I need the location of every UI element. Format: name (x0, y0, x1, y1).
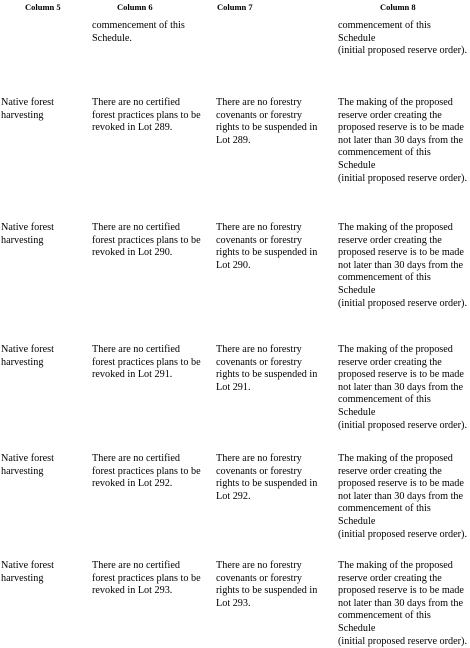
column-6-header: Column 6 (117, 2, 153, 12)
column-8-cell: The making of the proposed reserve order creating the proposed reserve is to be made not later than 30 days from the commencement of this Schedule (initial proposed reserve order). (338, 97, 467, 184)
column-8-cell: The making of the proposed reserve order creating the proposed reserve is to be made not later than 30 days from the commencement of this Schedule (initial proposed reserve order). (338, 560, 467, 647)
column-8-cell: The making of the proposed reserve order creating the proposed reserve is to be made not later than 30 days from the commencement of this Schedule (initial proposed reserve order). (338, 222, 467, 309)
column-8-header: Column 8 (380, 2, 416, 12)
column-6-cell: There are no certified forest practices plans to be revoked in Lot 292. (92, 453, 201, 490)
column-5-cell: Native forest harvesting (1, 222, 54, 246)
column-6-cell: There are no certified forest practices plans to be revoked in Lot 289. (92, 97, 201, 134)
table-header (0, 2, 470, 16)
column-6-cell: There are no certified forest practices plans to be revoked in Lot 291. (92, 344, 201, 381)
column-5-cell: Native forest harvesting (1, 560, 54, 584)
column-5-cell: Native forest harvesting (1, 97, 54, 121)
column-7-cell: There are no forestry covenants or forestry rights to be suspended in Lot 290. (216, 222, 318, 271)
column-6-cell: There are no certified forest practices plans to be revoked in Lot 293. (92, 560, 201, 597)
column-5-cell: Native forest harvesting (1, 453, 54, 477)
column-8-cell: commencement of this Schedule (initial proposed reserve order). (338, 20, 467, 57)
column-8-cell: The making of the proposed reserve order creating the proposed reserve is to be made not later than 30 days from the commencement of this Schedule (initial proposed reserve order). (338, 453, 467, 540)
column-6-cell: There are no certified forest practices plans to be revoked in Lot 290. (92, 222, 201, 259)
column-8-cell: The making of the proposed reserve order creating the proposed reserve is to be made not later than 30 days from the commencement of this Schedule (initial proposed reserve order). (338, 344, 467, 431)
column-7-cell: There are no forestry covenants or forestry rights to be suspended in Lot 292. (216, 453, 318, 502)
column-5-header: Column 5 (25, 2, 61, 12)
column-5-cell: Native forest harvesting (1, 344, 54, 368)
column-6-cell: commencement of this Schedule. (92, 20, 185, 44)
column-7-header: Column 7 (217, 2, 253, 12)
column-7-cell: There are no forestry covenants or forestry rights to be suspended in Lot 291. (216, 344, 318, 393)
column-7-cell: There are no forestry covenants or forestry rights to be suspended in Lot 289. (216, 97, 318, 146)
column-7-cell: There are no forestry covenants or forestry rights to be suspended in Lot 293. (216, 560, 318, 609)
